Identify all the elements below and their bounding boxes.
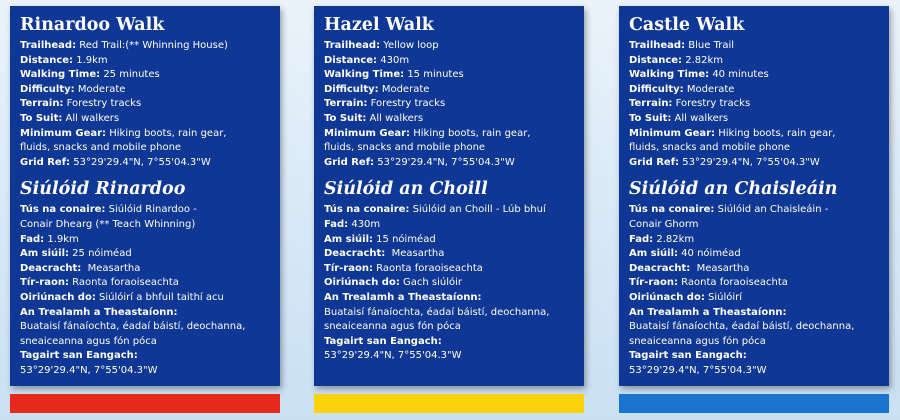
detail-label: Am siúil: xyxy=(629,248,678,260)
detail-value: Buataisí fánaíochta, éadaí báistí, deochanna, xyxy=(324,306,550,318)
detail-label: Am siúil: xyxy=(20,248,69,260)
detail-line xyxy=(20,68,280,83)
detail-line xyxy=(324,68,584,83)
detail-value: Siúlóid an Choill - Lúb bhuí xyxy=(409,204,546,216)
detail-value: 53°29'29.4"N, 7°55'04.3"W xyxy=(374,156,515,168)
detail-line xyxy=(324,306,584,321)
detail-label: To Suit: xyxy=(20,112,63,124)
detail-label: Am siúil: xyxy=(324,233,373,245)
detail-line xyxy=(629,39,889,54)
detail-value: sneaiceanna agus fón póca xyxy=(629,335,766,347)
detail-line xyxy=(324,349,584,364)
detail-value: Blue Trail xyxy=(685,40,734,51)
detail-line xyxy=(20,262,280,277)
irish-details xyxy=(629,203,889,378)
detail-value: 25 minutes xyxy=(100,69,160,81)
detail-value: Hiking boots, rain gear, xyxy=(106,127,227,139)
detail-line xyxy=(20,335,280,350)
detail-label: Tír-raon: xyxy=(324,262,373,274)
trail-title: Hazel Walk xyxy=(324,15,434,35)
detail-line xyxy=(629,127,889,142)
detail-line xyxy=(20,83,280,98)
detail-line xyxy=(20,97,280,112)
detail-line xyxy=(324,39,584,54)
detail-line xyxy=(324,156,584,171)
detail-line xyxy=(324,203,584,218)
detail-value: Measartha xyxy=(385,248,445,260)
detail-line xyxy=(324,127,584,142)
detail-label: To Suit: xyxy=(324,112,367,124)
detail-value: Conair Ghorm xyxy=(629,218,699,230)
detail-label: Tús na conaire: xyxy=(20,204,106,216)
detail-value: 15 minutes xyxy=(404,69,464,81)
detail-value: Forestry tracks xyxy=(672,98,751,110)
detail-line xyxy=(629,276,889,291)
detail-line xyxy=(20,112,280,127)
detail-value: Hiking boots, rain gear, xyxy=(410,127,531,139)
detail-line xyxy=(629,364,889,379)
detail-label: Distance: xyxy=(20,54,74,66)
detail-line xyxy=(20,54,280,69)
detail-label: Grid Ref: xyxy=(324,156,375,168)
detail-value: All walkers xyxy=(62,112,120,124)
detail-value: Forestry tracks xyxy=(63,98,142,110)
detail-value: 430m xyxy=(377,54,410,66)
detail-value: Raonta foraoiseachta xyxy=(678,277,788,289)
detail-line xyxy=(629,83,889,98)
detail-value: 40 minutes xyxy=(709,69,769,81)
detail-line xyxy=(20,364,280,379)
detail-line xyxy=(629,156,889,171)
detail-value: Siúlóid Rinardoo - xyxy=(105,204,197,216)
detail-label: Grid Ref: xyxy=(629,156,680,168)
detail-value: fluids, snacks and mobile phone xyxy=(324,142,486,154)
detail-line xyxy=(629,203,889,218)
detail-line xyxy=(324,97,584,112)
detail-label: Tús na conaire: xyxy=(629,204,715,216)
detail-line xyxy=(20,233,280,248)
detail-label: Tagairt san Eangach: xyxy=(629,350,747,362)
detail-line xyxy=(629,349,889,364)
detail-value: 53°29'29.4"N, 7°55'04.3"W xyxy=(324,350,462,362)
detail-line xyxy=(629,247,889,262)
detail-label: Fad: xyxy=(629,233,654,245)
detail-value: All walkers xyxy=(671,112,729,124)
detail-label: Trailhead: xyxy=(324,40,381,51)
detail-label: Distance: xyxy=(324,54,378,66)
detail-line xyxy=(324,218,584,233)
english-details xyxy=(20,39,280,170)
detail-label: Minimum Gear: xyxy=(20,127,107,139)
detail-line xyxy=(20,39,280,54)
detail-value: Moderate xyxy=(683,83,735,95)
detail-value: 430m xyxy=(348,218,381,230)
detail-value: sneaiceanna agus fón póca xyxy=(324,321,461,333)
detail-line xyxy=(20,203,280,218)
detail-value: 1.9km xyxy=(44,233,79,245)
detail-line xyxy=(324,141,584,156)
detail-line xyxy=(20,291,280,306)
detail-value: Measartha xyxy=(81,262,141,274)
detail-line xyxy=(629,218,889,233)
detail-label: Oiriúnach do: xyxy=(324,277,400,289)
detail-line xyxy=(629,112,889,127)
detail-value: Siúlóid an Chaisleáin - xyxy=(714,204,829,216)
detail-value: 1.9km xyxy=(73,54,108,66)
detail-line xyxy=(629,141,889,156)
detail-label: Walking Time: xyxy=(324,69,405,81)
detail-label: Difficulty: xyxy=(20,83,75,95)
detail-line xyxy=(20,247,280,262)
detail-line xyxy=(324,276,584,291)
detail-label: Tagairt san Eangach: xyxy=(324,335,442,347)
detail-line xyxy=(324,83,584,98)
detail-label: Trailhead: xyxy=(20,40,77,51)
detail-value: Forestry tracks xyxy=(367,98,446,110)
trail-card-hazel xyxy=(314,6,584,386)
detail-line xyxy=(629,320,889,335)
irish-details xyxy=(20,203,280,378)
detail-label: Fad: xyxy=(324,218,349,230)
detail-line xyxy=(629,97,889,112)
detail-label: Terrain: xyxy=(20,98,64,110)
detail-value: All walkers xyxy=(366,112,424,124)
detail-label: Fad: xyxy=(20,233,45,245)
detail-value: Buataisí fánaíochta, éadaí báistí, deochanna, xyxy=(629,321,855,333)
detail-line xyxy=(20,349,280,364)
detail-line xyxy=(324,233,584,248)
detail-label: An Trealamh a Theastaíonn: xyxy=(324,291,482,303)
detail-label: Deacracht: xyxy=(324,248,386,260)
detail-value: 2.82km xyxy=(682,54,724,66)
trail-color-bar-red xyxy=(10,394,280,413)
detail-value: Moderate xyxy=(74,83,126,95)
detail-label: Oiriúnach do: xyxy=(20,291,96,303)
detail-label: Terrain: xyxy=(324,98,368,110)
detail-value: Gach siúlóir xyxy=(399,277,463,289)
detail-value: fluids, snacks and mobile phone xyxy=(629,142,791,154)
detail-line xyxy=(629,262,889,277)
english-details xyxy=(324,39,584,170)
detail-line xyxy=(629,68,889,83)
detail-line xyxy=(324,291,584,306)
detail-label: Deacracht: xyxy=(20,262,82,274)
detail-value: 53°29'29.4"N, 7°55'04.3"W xyxy=(679,156,820,168)
detail-label: Distance: xyxy=(629,54,683,66)
detail-value: 53°29'29.4"N, 7°55'04.3"W xyxy=(20,364,158,376)
detail-label: Tír-raon: xyxy=(629,277,678,289)
detail-line xyxy=(324,335,584,350)
detail-label: Walking Time: xyxy=(20,69,101,81)
trail-card-castle xyxy=(619,6,889,386)
detail-label: Deacracht: xyxy=(629,262,691,274)
trail-color-bar-yellow xyxy=(314,394,584,413)
detail-value: fluids, snacks and mobile phone xyxy=(20,142,182,154)
detail-value: Buataisí fánaíochta, éadaí báistí, deochanna, xyxy=(20,321,246,333)
detail-label: Trailhead: xyxy=(629,40,686,51)
irish-details xyxy=(324,203,584,364)
detail-line xyxy=(324,320,584,335)
trail-color-bar-blue xyxy=(619,394,889,413)
detail-value: 2.82km xyxy=(653,233,695,245)
detail-value: Hiking boots, rain gear, xyxy=(715,127,836,139)
detail-line xyxy=(629,291,889,306)
detail-line xyxy=(20,306,280,321)
detail-value: Raonta foraoiseachta xyxy=(69,277,179,289)
detail-label: Minimum Gear: xyxy=(324,127,411,139)
detail-line xyxy=(324,54,584,69)
detail-value: 40 nóiméad xyxy=(678,248,741,260)
detail-label: An Trealamh a Theastaíonn: xyxy=(629,306,787,318)
detail-line xyxy=(20,127,280,142)
detail-label: Tír-raon: xyxy=(20,277,69,289)
detail-line xyxy=(629,306,889,321)
detail-value: Siúlóirí a bhfuil taithí acu xyxy=(95,291,224,303)
trail-title: Castle Walk xyxy=(629,15,745,35)
detail-value: 53°29'29.4"N, 7°55'04.3"W xyxy=(629,364,767,376)
trail-title-irish: Siúlóid an Chaisleáin xyxy=(629,179,838,200)
detail-line xyxy=(629,54,889,69)
detail-value: Moderate xyxy=(378,83,430,95)
detail-label: Grid Ref: xyxy=(20,156,71,168)
detail-value: 15 nóiméad xyxy=(373,233,436,245)
detail-line xyxy=(20,218,280,233)
detail-label: Tagairt san Eangach: xyxy=(20,350,138,362)
detail-label: Terrain: xyxy=(629,98,673,110)
english-details xyxy=(629,39,889,170)
detail-line xyxy=(324,262,584,277)
trail-card-rinardoo xyxy=(10,6,280,386)
detail-value: 53°29'29.4"N, 7°55'04.3"W xyxy=(70,156,211,168)
detail-value: Red Trail:(** Whinning House) xyxy=(76,40,228,51)
detail-line xyxy=(20,320,280,335)
detail-line xyxy=(629,335,889,350)
detail-label: Difficulty: xyxy=(324,83,379,95)
detail-line xyxy=(324,247,584,262)
detail-label: To Suit: xyxy=(629,112,672,124)
detail-label: Tús na conaire: xyxy=(324,204,410,216)
trail-title-irish: Siúlóid an Choill xyxy=(324,179,488,200)
detail-value: Measartha xyxy=(690,262,750,274)
detail-value: Raonta foraoiseachta xyxy=(373,262,483,274)
detail-value: sneaiceanna agus fón póca xyxy=(20,335,157,347)
detail-label: An Trealamh a Theastaíonn: xyxy=(20,306,178,318)
detail-label: Difficulty: xyxy=(629,83,684,95)
detail-label: Minimum Gear: xyxy=(629,127,716,139)
detail-line xyxy=(20,276,280,291)
detail-value: Siúlóirí xyxy=(704,291,743,303)
detail-line xyxy=(20,141,280,156)
detail-line xyxy=(324,112,584,127)
detail-line xyxy=(20,156,280,171)
trail-title: Rinardoo Walk xyxy=(20,15,165,35)
detail-value: Yellow loop xyxy=(380,40,439,51)
detail-value: 25 nóiméad xyxy=(69,248,132,260)
detail-value: Conair Dhearg (** Teach Whinning) xyxy=(20,218,196,230)
trail-title-irish: Siúlóid Rinardoo xyxy=(20,179,186,200)
detail-line xyxy=(629,233,889,248)
detail-label: Oiriúnach do: xyxy=(629,291,705,303)
detail-label: Walking Time: xyxy=(629,69,710,81)
